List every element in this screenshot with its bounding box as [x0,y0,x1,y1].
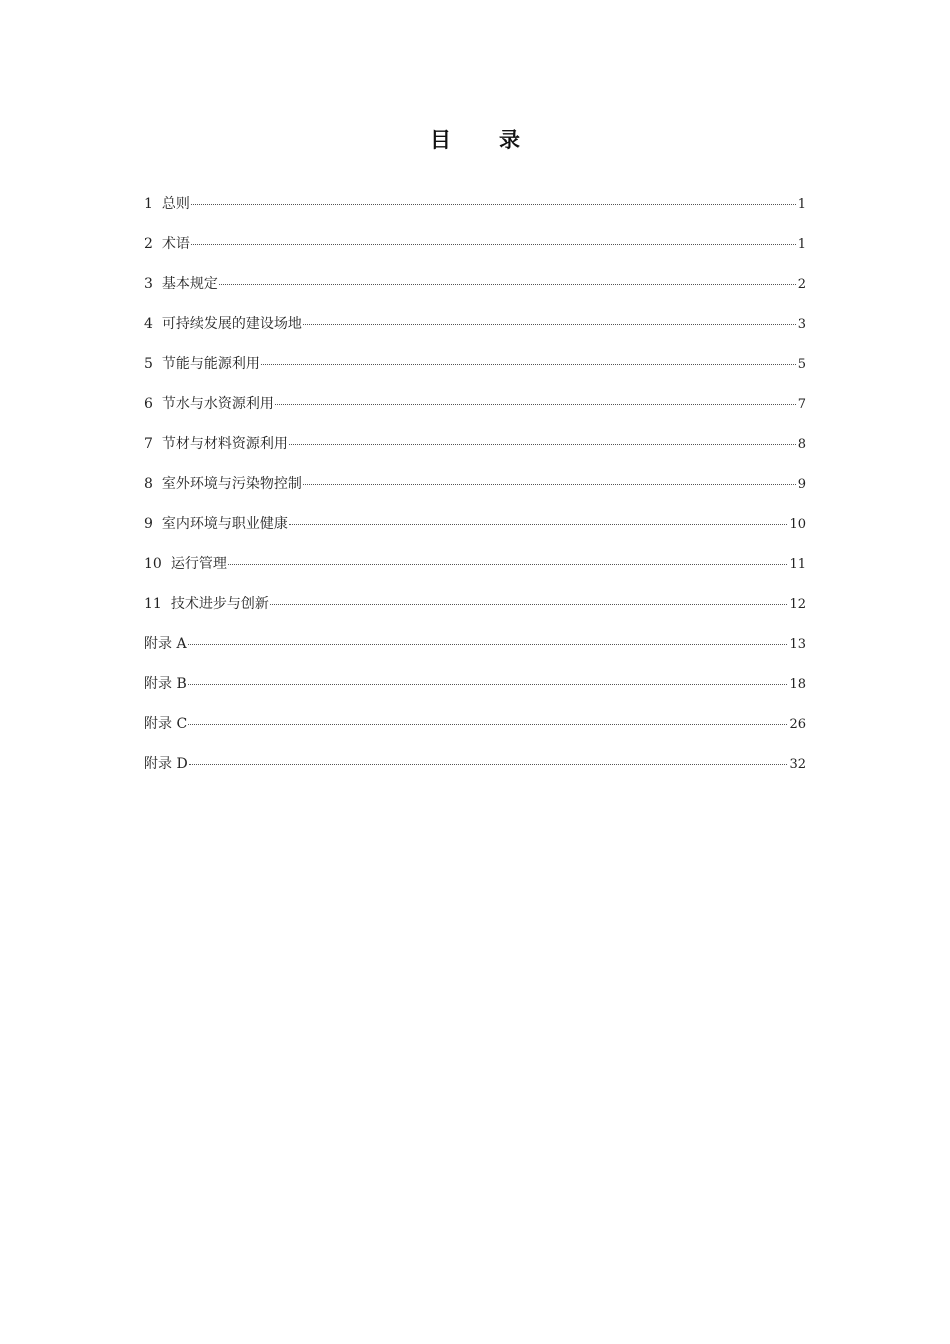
toc-entry-title: 附录 D [144,756,188,772]
dot-leader [275,404,796,405]
toc-entry-number: 6 [144,396,153,412]
table-of-contents [144,190,806,790]
toc-entry-page: 11 [789,557,806,572]
toc-entry-appendix-c[interactable] [144,710,806,750]
toc-entry-appendix-b[interactable] [144,670,806,710]
dot-leader [303,324,796,325]
toc-entry-appendix-a[interactable] [144,630,806,670]
toc-entry-appendix-d[interactable] [144,750,806,790]
toc-entry-title: 节水与水资源利用 [161,396,274,412]
dot-leader [270,604,788,605]
toc-entry-page: 1 [797,237,806,252]
toc-entry-number: 8 [144,476,153,492]
toc-entry-label [144,550,227,578]
toc-entry-label [144,470,302,498]
toc-entry-title: 节材与材料资源利用 [161,436,288,452]
dot-leader [189,764,788,765]
toc-entry-page: 32 [789,757,806,772]
dot-leader [219,284,796,285]
toc-entry-number: 3 [144,276,153,292]
toc-entry-number: 4 [144,316,153,332]
toc-entry-5[interactable] [144,350,806,390]
toc-entry-6[interactable] [144,390,806,430]
toc-entry-title: 室内环境与职业健康 [161,516,288,532]
toc-entry-4[interactable] [144,310,806,350]
toc-entry-page: 12 [789,597,806,612]
toc-entry-page: 10 [789,517,806,532]
title-char-2: 录 [499,128,520,152]
toc-entry-label [144,310,302,338]
dot-leader [261,364,796,365]
toc-entry-page: 1 [797,197,806,212]
toc-entry-number: 5 [144,356,153,372]
toc-entry-title: 基本规定 [161,276,218,292]
toc-entry-number: 9 [144,516,153,532]
toc-entry-page: 7 [797,397,806,412]
toc-entry-label [144,710,187,738]
toc-entry-number: 7 [144,436,153,452]
toc-entry-label [144,750,188,778]
toc-entry-page: 8 [797,437,806,452]
toc-entry-label [144,270,218,298]
dot-leader [289,444,796,445]
title-char-1: 目 [430,128,451,152]
toc-entry-11[interactable] [144,590,806,630]
toc-entry-8[interactable] [144,470,806,510]
toc-entry-label [144,350,260,378]
toc-entry-10[interactable] [144,550,806,590]
toc-entry-title: 附录 A [144,636,187,652]
dot-leader [228,564,788,565]
dot-leader [188,724,787,725]
toc-entry-label [144,510,288,538]
toc-entry-title: 运行管理 [170,556,227,572]
toc-entry-title: 总则 [161,196,190,212]
dot-leader [303,484,796,485]
dot-leader [191,204,796,205]
toc-entry-3[interactable] [144,270,806,310]
toc-entry-9[interactable] [144,510,806,550]
page-title [0,124,950,154]
dot-leader [188,684,788,685]
toc-entry-page: 2 [797,277,806,292]
toc-entry-label [144,590,269,618]
toc-entry-number: 10 [144,556,162,572]
toc-entry-number: 11 [144,596,162,612]
toc-entry-label [144,630,187,658]
toc-entry-number: 1 [144,196,153,212]
toc-entry-number: 2 [144,236,153,252]
toc-entry-label [144,390,274,418]
dot-leader [188,644,788,645]
toc-entry-title: 室外环境与污染物控制 [161,476,302,492]
toc-entry-page: 18 [789,677,806,692]
dot-leader [191,244,796,245]
toc-entry-label [144,230,190,258]
toc-entry-page: 5 [797,357,806,372]
toc-entry-title: 附录 B [144,676,187,692]
toc-entry-label [144,430,288,458]
toc-entry-title: 术语 [161,236,190,252]
toc-entry-page: 26 [789,717,806,732]
toc-entry-label [144,670,187,698]
toc-entry-title: 可持续发展的建设场地 [161,316,302,332]
dot-leader [289,524,788,525]
toc-entry-title: 技术进步与创新 [170,596,269,612]
toc-entry-2[interactable] [144,230,806,270]
toc-entry-label [144,190,190,218]
toc-entry-page: 3 [797,317,806,332]
toc-entry-page: 13 [789,637,806,652]
toc-entry-7[interactable] [144,430,806,470]
toc-entry-title: 节能与能源利用 [161,356,260,372]
toc-entry-page: 9 [797,477,806,492]
toc-entry-1[interactable] [144,190,806,230]
toc-entry-title: 附录 C [144,716,188,732]
